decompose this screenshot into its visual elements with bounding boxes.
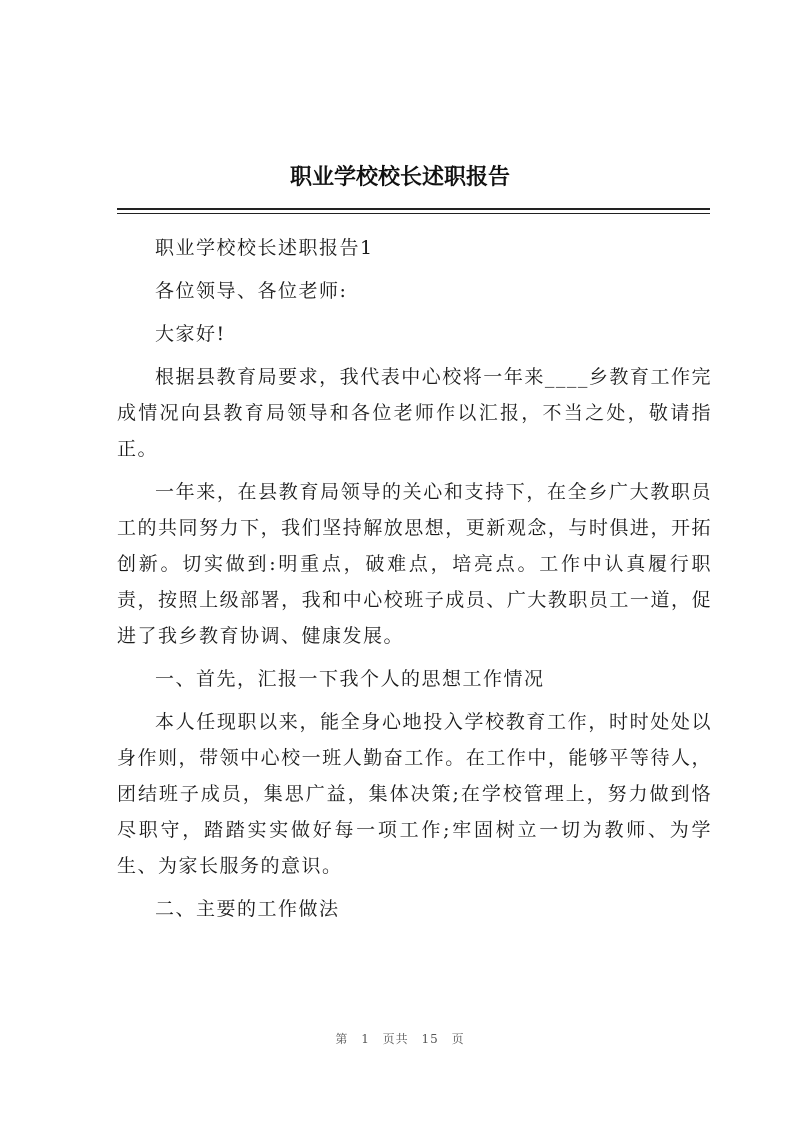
section-heading-2: 二、主要的工作做法 bbox=[155, 898, 340, 920]
footer-total-pages: 15 bbox=[421, 1032, 439, 1046]
paragraph-greeting: 大家好! bbox=[155, 323, 226, 345]
document-title: 职业学校校长述职报告 bbox=[289, 165, 510, 190]
paragraph-intro: 根据县教育局要求，我代表中心校将一年来____乡教育工作完成情况向县教育局领导和各位老师作以汇报，不当之处，敬请指正。 bbox=[117, 366, 712, 460]
footer-prefix: 第 bbox=[335, 1032, 349, 1046]
title-divider-thin bbox=[117, 213, 710, 214]
page-footer bbox=[0, 1030, 800, 1047]
footer-suffix: 页 bbox=[451, 1032, 465, 1046]
title-divider bbox=[117, 208, 710, 210]
document-body bbox=[117, 230, 712, 934]
section-heading-1: 一、首先，汇报一下我个人的思想工作情况 bbox=[155, 668, 545, 690]
footer-middle: 页共 bbox=[382, 1032, 409, 1046]
paragraph-overview: 一年来，在县教育局领导的关心和支持下，在全乡广大教职员工的共同努力下，我们坚持解放思想，更新观念，与时俱进，开拓创新。切实做到:明重点，破难点，培亮点。工作中认真履行职责，按照上级部署，我和中心校班子成员、广大教职员工一道，促进了我乡教育协调、健康发展。 bbox=[117, 481, 712, 647]
footer-page-number: 1 bbox=[361, 1032, 370, 1046]
paragraph-personal: 本人任现职以来，能全身心地投入学校教育工作，时时处处以身作则，带领中心校一班人勤奋工作。在工作中，能够平等待人，团结班子成员，集思广益，集体决策;在学校管理上，努力做到恪尽职守，踏踏实实做好每一项工作;牢固树立一切为教师、为学生、为家长服务的意识。 bbox=[117, 711, 712, 877]
paragraph-salutation: 各位领导、各位老师: bbox=[155, 280, 348, 302]
paragraph-heading: 职业学校校长述职报告1 bbox=[155, 237, 374, 259]
